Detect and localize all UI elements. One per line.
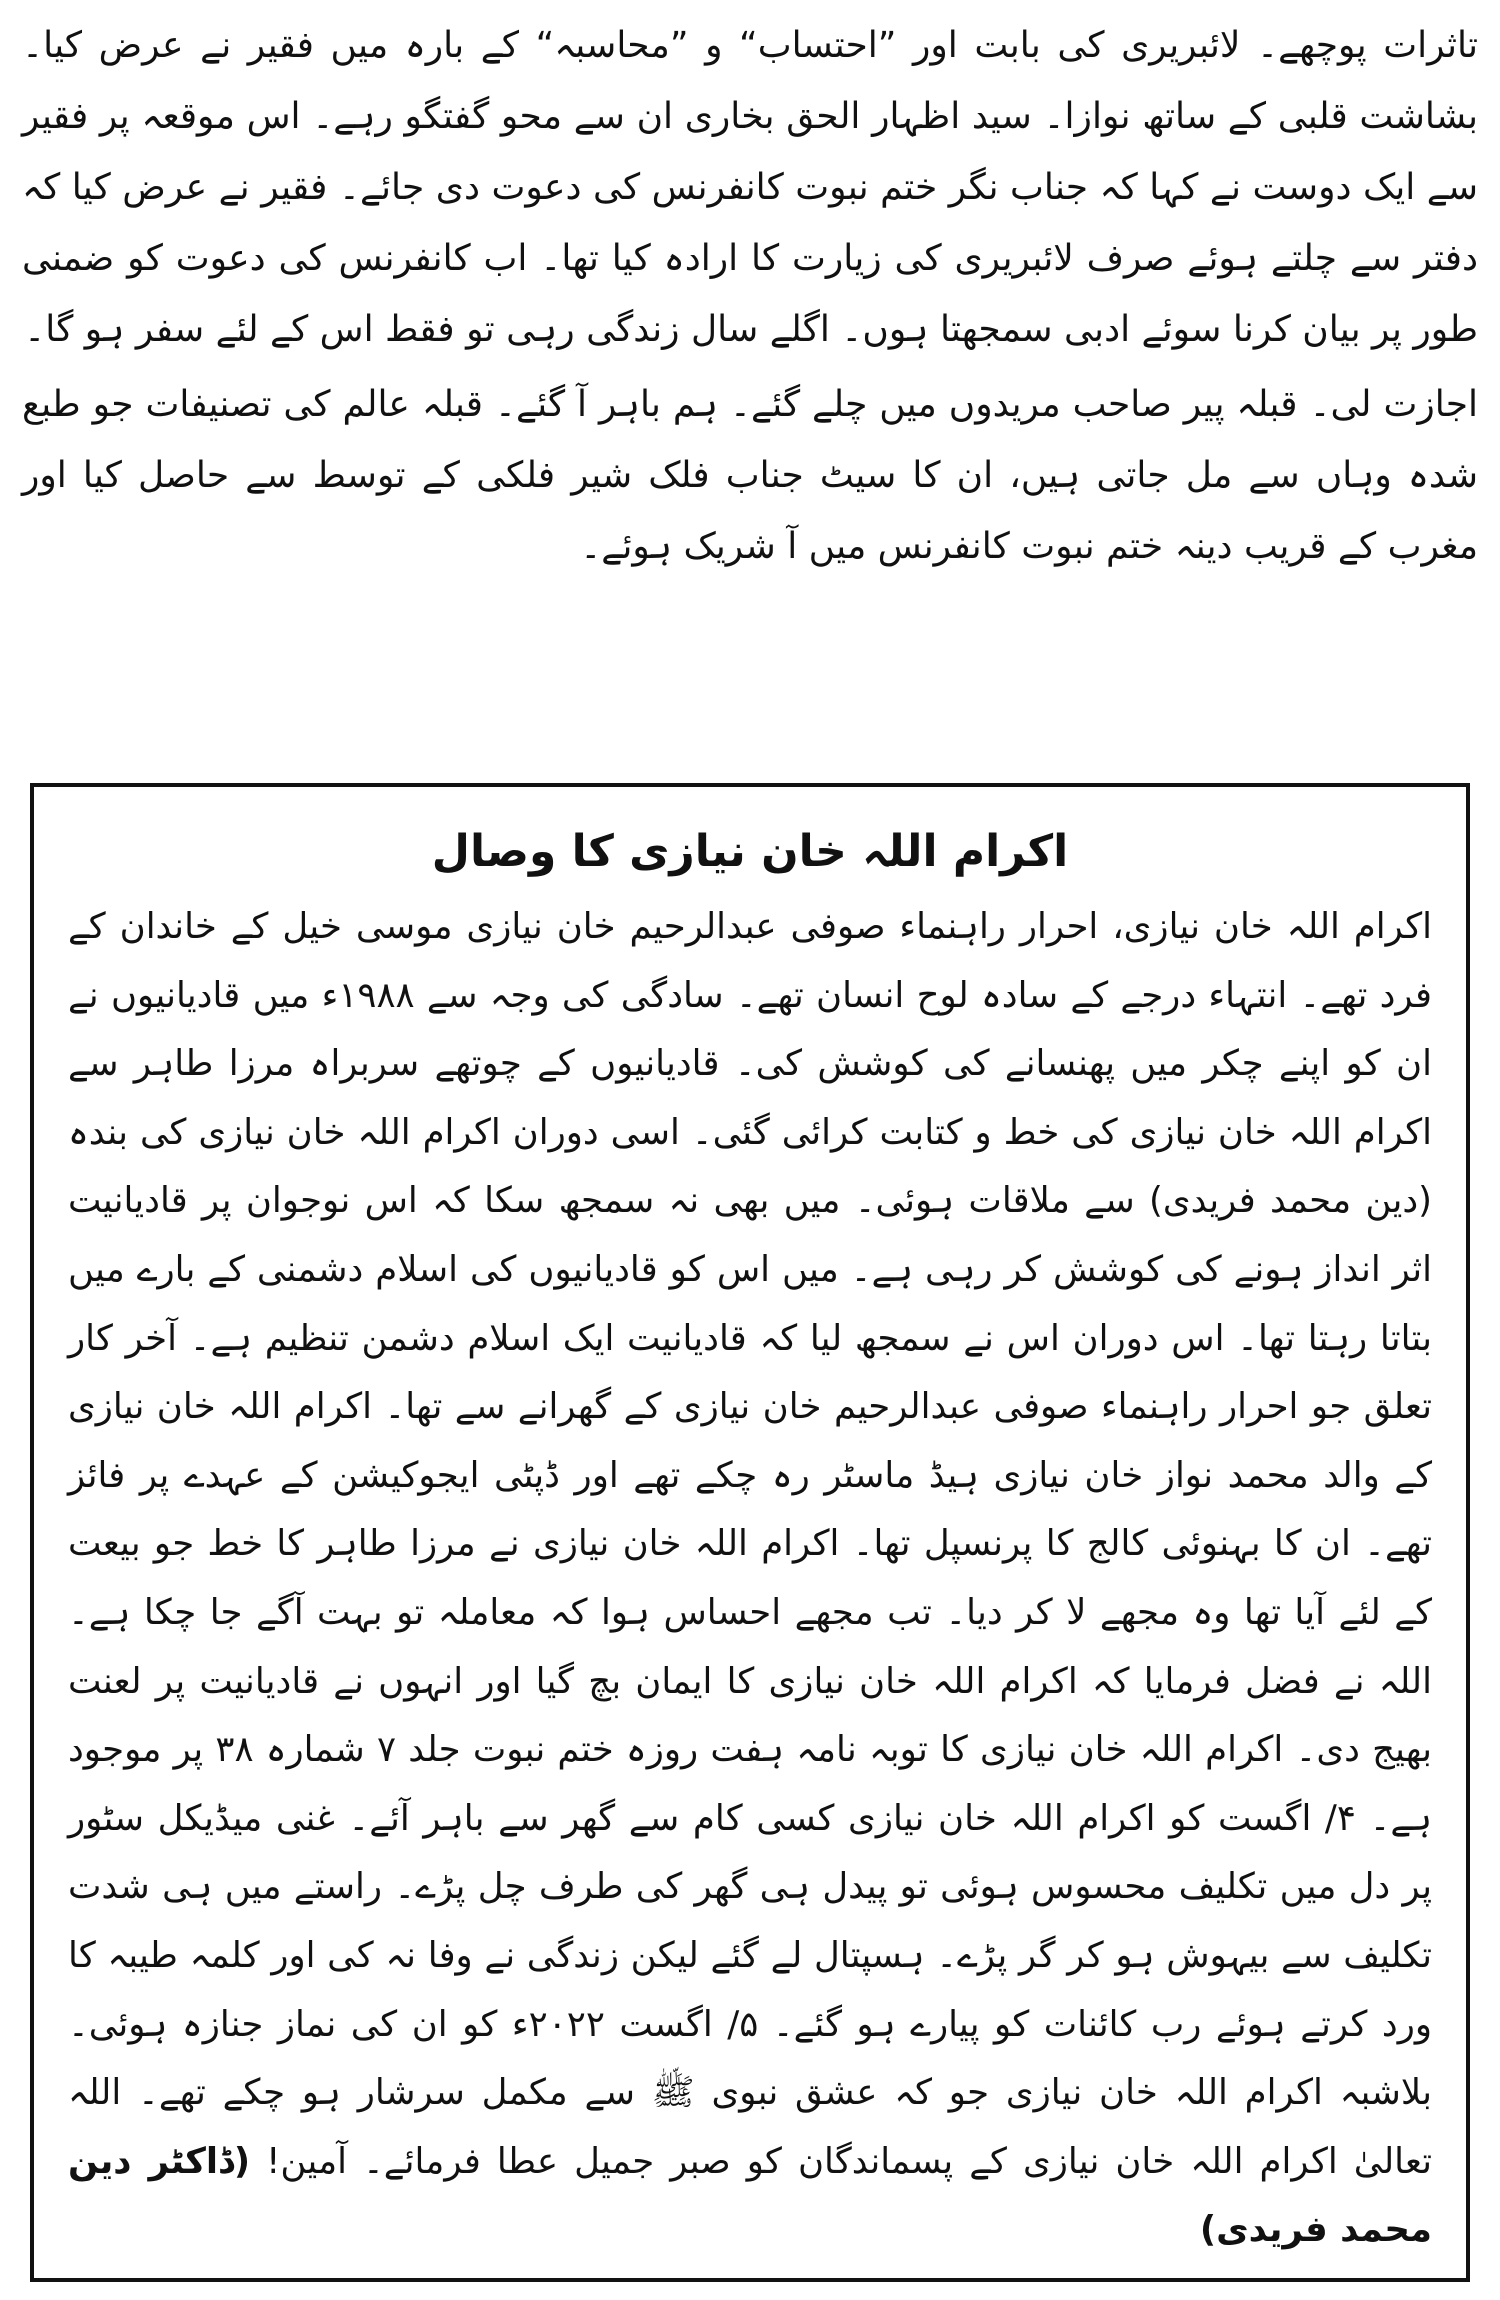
document-page — [22, 10, 1478, 2290]
obituary-signature: (ڈاکٹر دین محمد فریدی) — [68, 2140, 1432, 2251]
obituary-box — [30, 783, 1470, 2282]
paragraph-2: اجازت لی۔ قبلہ پیر صاحب مریدوں میں چلے گئے۔ ہم باہر آ گئے۔ قبلہ عالم کی تصنیفات جو طبع شدہ وہاں سے مل جاتی ہیں، ان کا سیٹ جناب فلک شیر فلکی کے توسط سے حاصل کیا اور مغرب کے قریب دینہ ختم نبوت کانفرنس میں آ شریک ہوئے۔ — [22, 384, 1478, 567]
obituary-title: اکرام اللہ خان نیازی کا وصال — [431, 826, 1069, 877]
obituary-body — [68, 893, 1432, 2265]
paragraph-1: تاثرات پوچھے۔ لائبریری کی بابت اور ”احتساب“ و ”محاسبہ“ کے بارہ میں فقیر نے عرض کیا۔ بشاشت قلبی کے ساتھ نوازا۔ سید اظہار الحق بخاری ان سے محو گفتگو رہے۔ اس موقعہ پر فقیر سے ایک دوست نے کہا کہ جناب نگر ختم نبوت کانفرنس کی دعوت دی جائے۔ فقیر نے عرض کیا کہ دفتر سے چلتے ہوئے صرف لائبریری کی زیارت کا ارادہ کیا تھا۔ اب کانفرنس کی دعوت کو ضمنی طور پر بیان کرنا سوئے ادبی سمجھتا ہوں۔ اگلے سال زندگی رہی تو فقط اس کے لئے سفر ہو گا۔ — [22, 25, 1479, 350]
continued-article — [22, 10, 1478, 582]
obituary-text: اکرام اللہ خان نیازی، احرار راہنماء صوفی عبدالرحیم خان نیازی موسی خیل کے خاندان کے فرد تھے۔ انتہاء درجے کے سادہ لوح انسان تھے۔ سادگی کی وجہ سے ۱۹۸۸ء میں قادیانیوں نے ان کو اپنے چکر میں پھنسانے کی کوشش کی۔ قادیانیوں کے چوتھے سربراہ مرزا طاہر سے اکرام اللہ خان نیازی کی خط و کتابت کرائی گئی۔ اسی دوران اکرام اللہ خان نیازی کی بندہ (دین محمد فریدی) سے ملاقات ہوئی۔ میں بھی نہ سمجھ سکا کہ اس نوجوان پر قادیانیت اثر انداز ہونے کی کوشش کر رہی ہے۔ میں اس کو قادیانیوں کی اسلام دشمنی کے بارے میں بتاتا رہتا تھا۔ اس دوران اس نے سمجھ لیا کہ قادیانیت ایک اسلام دشمن تنظیم ہے۔ آخر کار تعلق جو احرار راہنماء صوفی عبدالرحیم خان نیازی کے گھرانے سے تھا۔ اکرام اللہ خان نیازی کے والد محمد نواز خان نیازی ہیڈ ماسٹر رہ چکے تھے اور ڈپٹی ایجوکیشن کے عہدے پر فائز تھے۔ ان کا بہنوئی کالج کا پرنسپل تھا۔ اکرام اللہ خان نیازی نے مرزا طاہر کا خط جو بیعت کے لئے آیا تھا وہ مجھے لا کر دیا۔ تب مجھے احساس ہوا کہ معاملہ تو بہت آگے جا چکا ہے۔ اللہ نے فضل فرمایا کہ اکرام اللہ خان نیازی کا ایمان بچ گیا اور انہوں نے قادیانیت پر لعنت بھیج دی۔ اکرام اللہ خان نیازی کا توبہ نامہ ہفت روزہ ختم نبوت جلد ۷ شمارہ ۳۸ پر موجود ہے۔ ۴/ اگست کو اکرام اللہ خان نیازی کسی کام سے گھر سے باہر آئے۔ غنی میڈیکل سٹور پر دل میں تکلیف محسوس ہوئی تو پیدل ہی گھر کی طرف چل پڑے۔ راستے میں ہی شدت تکلیف سے بیہوش ہو کر گر پڑے۔ ہسپتال لے گئے لیکن زندگی نے وفا نہ کی اور کلمہ طیبہ کا ورد کرتے ہوئے رب کائنات کو پیارے ہو گئے۔ ۵/ اگست ۲۰۲۲ء کو ان کی نماز جنازہ ہوئی۔ بلاشبہ اکرام اللہ خان نیازی جو کہ عشق نبوی ﷺ سے مکمل سرشار ہو چکے تھے۔ اللہ تعالیٰ اکرام اللہ خان نیازی کے پسماندگان کو صبر جمیل عطا فرمائے۔ آمین! — [68, 906, 1433, 2182]
